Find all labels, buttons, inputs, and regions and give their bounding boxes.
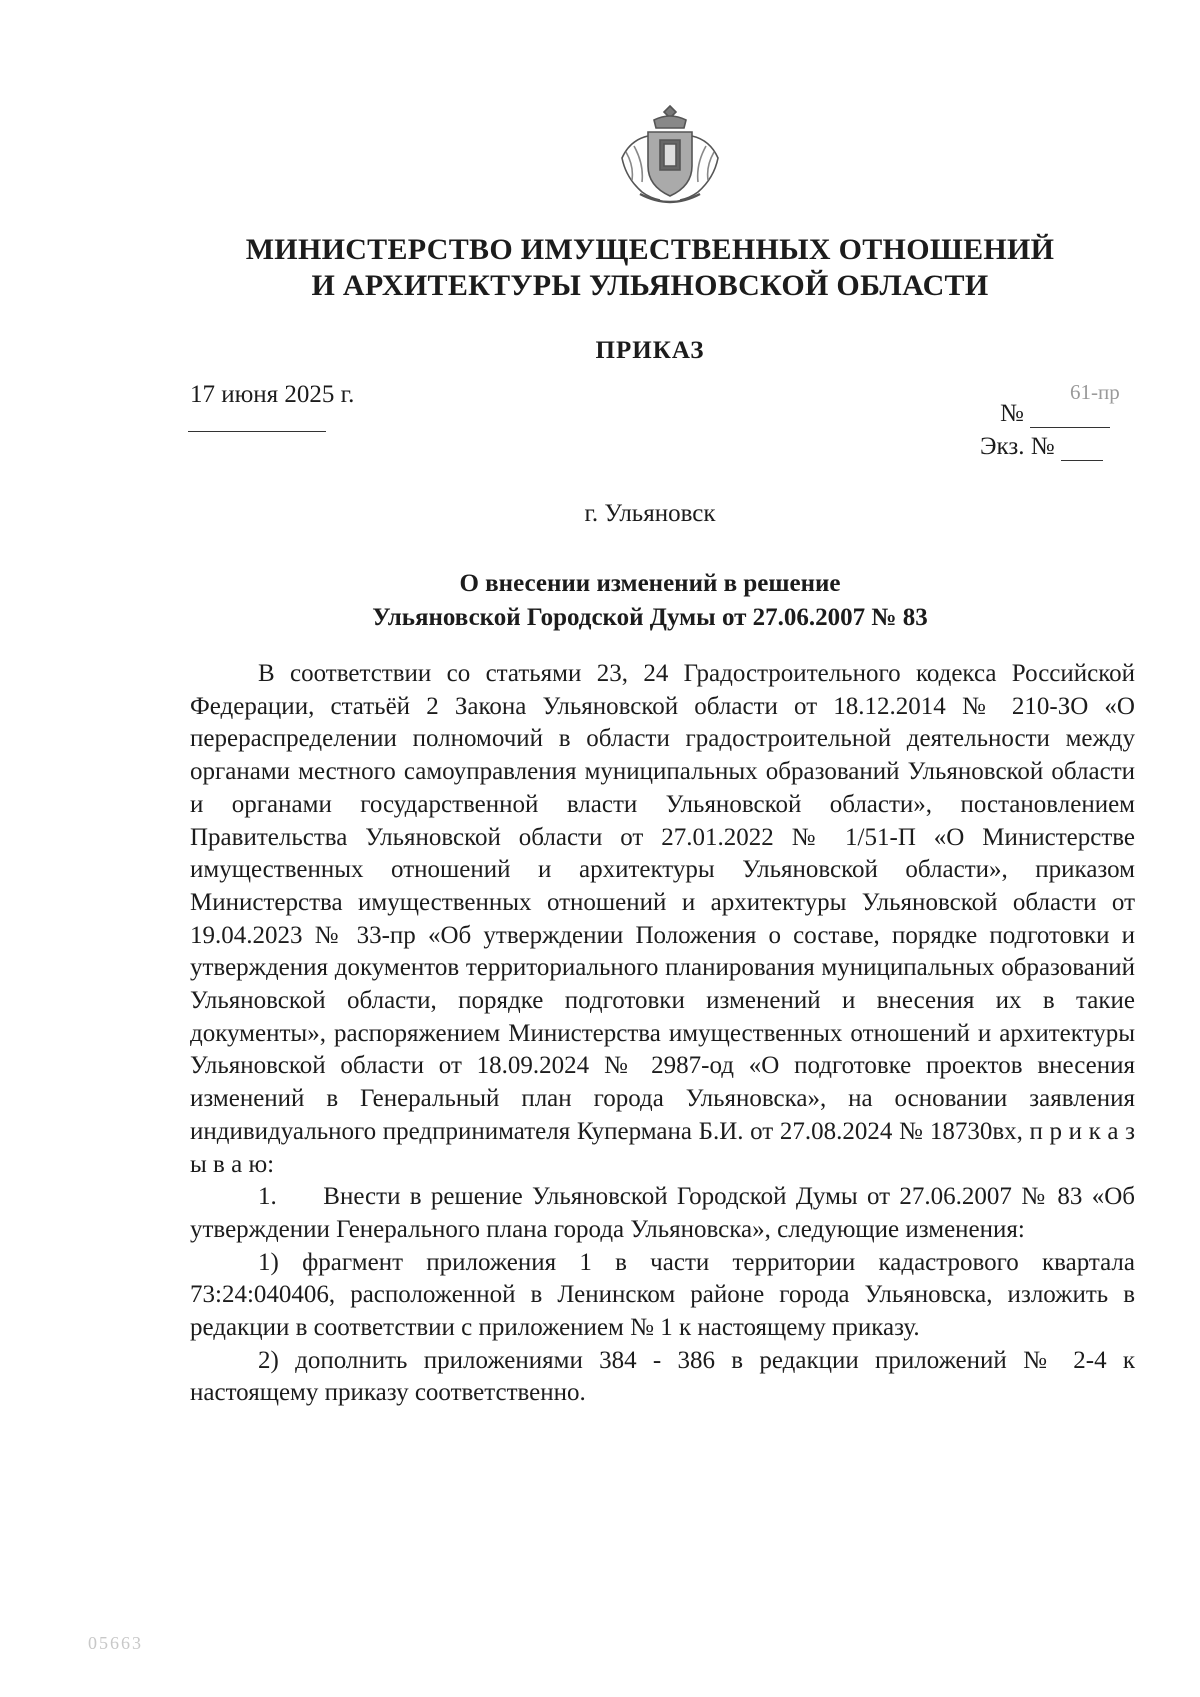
order-number-stamp: 61-пр <box>1070 380 1120 404</box>
subject-line-2: Ульяновской Городской Думы от 27.06.2007 № 83 <box>372 604 928 631</box>
order-date: 17 июня 2025 г. <box>190 381 355 408</box>
item-1-paragraph: 1. Внести в решение Ульяновской Городской Думы от 27.06.2007 № 83 «Об утверждении Генерального плана города Ульяновска», следующие изменения: <box>190 1183 1135 1243</box>
ministry-name <box>180 232 1120 304</box>
coat-of-arms-emblem <box>610 102 730 206</box>
copy-number-blank <box>1061 440 1103 461</box>
order-number-field <box>1000 400 1110 428</box>
city-name: г. Ульяновск <box>584 500 716 527</box>
subitem-2-paragraph: 2) дополнить приложениями 384 - 386 в редакции приложений № 2-4 к настоящему приказу соответственно. <box>190 1346 1135 1407</box>
copy-number-label: Экз. № <box>980 433 1055 460</box>
order-body <box>190 658 1135 1410</box>
preamble-paragraph: В соответствии со статьями 23, 24 Градостроительного кодекса Российской Федерации, статьёй 2 Закона Ульяновской области от 18.12.2014 № 210-ЗО «О перераспределении полномочий в области градостроительной деятельности между органами местного самоуправления муниципальных образований Ульяновской области и органами государственной власти Ульяновской области», постановлением Правительства Ульяновской области от 27.01.2022 № 1/51-П «О Министерстве имущественных отношений и архитектуры Ульяновской области», приказом Министерства имущественных отношений и архитектуры Ульяновской области от 19.04.2023 № 33-пр «Об утверждении Положения о составе, порядке подготовки и утверждения документов территориального планирования муниципальных образований Ульяновской области, порядке подготовки изменений и внесения их в такие документы», распоряжением Министерства имущественных отношений и архитектуры Ульяновской области от 18.09.2024 № 2987-од «О подготовке проектов внесения изменений в Генеральный план города Ульяновска», на основании заявления индивидуального предпринимателя Купермана Б.И. от 27.08.2024 № 18730вх, п р и к а з ы в а ю: <box>190 660 1135 1178</box>
scan-mark: 05663 <box>88 1633 143 1653</box>
date-underline <box>188 431 326 432</box>
copy-number-field <box>980 433 1103 461</box>
subject-line-1: О внесении изменений в решение <box>459 570 841 597</box>
order-number-blank <box>1030 407 1110 428</box>
order-number-label: № <box>1000 400 1024 427</box>
document-type-title: ПРИКАЗ <box>595 337 705 364</box>
order-subject <box>180 567 1120 635</box>
ministry-line-2: И АРХИТЕКТУРЫ УЛЬЯНОВСКОЙ ОБЛАСТИ <box>311 269 989 302</box>
ministry-line-1: МИНИСТЕРСТВО ИМУЩЕСТВЕННЫХ ОТНОШЕНИЙ <box>245 233 1055 266</box>
subitem-1-paragraph: 1) фрагмент приложения 1 в части территории кадастрового квартала 73:24:040406, расположенной в Ленинском районе города Ульяновска, изложить в редакции в соответствии с приложением № 1 к настоящему приказу. <box>190 1248 1135 1342</box>
